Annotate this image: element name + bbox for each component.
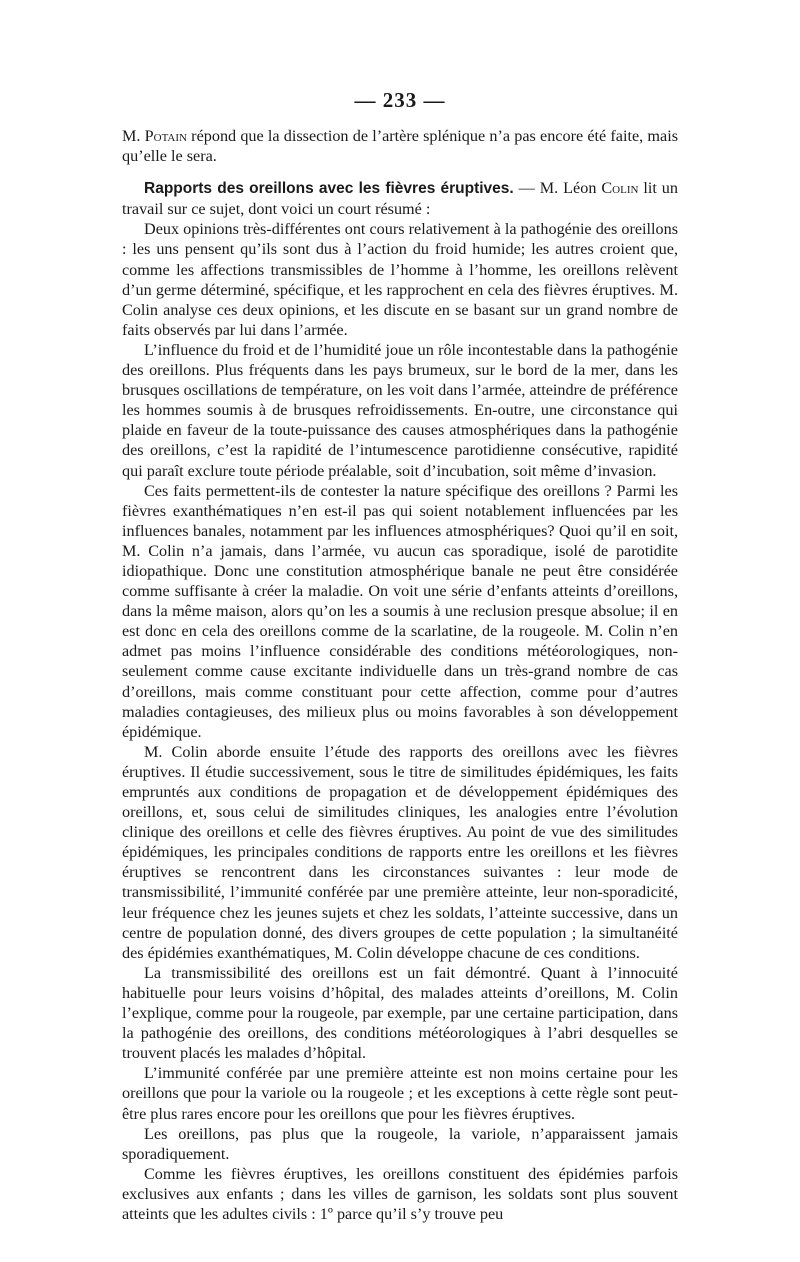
page-number: — 233 —: [354, 88, 446, 112]
section-heading-paragraph: [122, 178, 678, 219]
section-heading: Rapports des oreillons avec les fièvres éruptives.: [144, 180, 514, 198]
body-paragraph: Deux opinions très-différentes ont cours relativement à la pathogénie des oreillons : les uns pensent qu’ils sont dus à l’action du froid humide; les autres croient que, comme les affections transmissibles de l’homme à l’homme, les oreillons relèvent d’un germe déterminé, spécifique, et les rapprochent en cela des fièvres éruptives. M. Colin analyse ces deux opinions, et les discute en se basant sur un grand nombre de faits observés par lui dans l’armée.: [122, 220, 678, 339]
section-author: Colin: [601, 179, 639, 198]
document-page: [122, 88, 678, 1224]
opening-paragraph-text: répond que la dissection de l’artère splénique n’a pas encore été faite, mais qu’elle le sera.: [122, 127, 678, 166]
body-paragraph: Les oreillons, pas plus que la rougeole, la variole, n’apparaissent jamais sporadiquement.: [122, 1124, 678, 1163]
body-paragraph: Ces faits permettent-ils de contester la nature spécifique des oreillons ? Parmi les fièvres exanthématiques n’en est-il pas qui soient notablement influencées par les influences banales, notamment par les influences atmosphériques? Quoi qu’il en soit, M. Colin n’a jamais, dans l’armée, vu aucun cas sporadique, isolé de parotidite idiopathique. Donc une constitution atmosphérique banale ne peut être considérée comme suffisante à créer la maladie. On voit une série d’enfants atteints d’oreillons, dans la même maison, alors qu’on les a soumis à une reclusion presque absolue; il en est donc en cela des oreillons comme de la scarlatine, de la rougeole. M. Colin n’en admet pas moins l’influence considérable des conditions météorologiques, non-seulement comme cause excitante individuelle dans un très-grand nombre de cas d’oreillons, mais comme constituant pour cette affection, comme pour d’autres maladies contagieuses, des milieux plus ou moins favorables à son développement épidémique.: [122, 481, 678, 741]
body-paragraph: L’influence du froid et de l’humidité joue un rôle incontestable dans la pathogénie des oreillons. Plus fréquents dans les pays brumeux, sur le bord de la mer, dans les brusques oscillations de température, on les voit dans l’armée, atteindre de préférence les hommes soumis à de brusques refroidissements. En-outre, une circonstance qui plaide en faveur de la toute-puissance des causes atmosphériques dans la pathogénie des oreillons, c’est la rapidité de l’intumescence parotidienne consécutive, rapidité qui paraît exclure toute période préalable, soit d’incubation, soit même d’invasion.: [122, 340, 678, 480]
body-paragraph: L’immunité conférée par une première atteinte est non moins certaine pour les oreillons que pour la variole ou la rougeole ; et les exceptions à cette règle sont peut-être plus rares encore pour les oreillons que pour les fièvres éruptives.: [122, 1064, 678, 1123]
body-paragraph: La transmissibilité des oreillons est un fait démontré. Quant à l’innocuité habituelle pour leurs voisins d’hôpital, des malades atteints d’oreillons, M. Colin l’explique, comme pour la rougeole, par exemple, par une certaine participation, dans la pathogénie des oreillons, des conditions météorologiques à l’abri desquelles se trouvent placés les malades d’hôpital.: [122, 963, 678, 1063]
section-intro: lit un travail sur ce sujet, dont voici un court résumé :: [122, 179, 678, 219]
opening-paragraph: [122, 126, 678, 166]
body-paragraph: M. Colin aborde ensuite l’étude des rapports des oreillons avec les fièvres éruptives. Il étudie successivement, sous le titre de similitudes épidémiques, les faits empruntés aux conditions de propagation et de développement épidémiques des oreillons, et, sous celui de similitudes cliniques, les analogies entre l’évolution clinique des oreillons et celle des fièvres éruptives. Au point de vue des similitudes épidémiques, les principales conditions de rapports entre les oreillons et les fièvres éruptives se rencontrent dans les circonstances suivantes : leur mode de transmissibilité, l’immunité conférée par une première atteinte, leur non-sporadicité, leur fréquence chez les jeunes sujets et chez les soldats, l’atteinte successive, dans un centre de population donné, des divers groupes de cette population ; la simultanéité des épidémies exanthématiques, M. Colin développe chacune de ces conditions.: [122, 742, 678, 962]
body-paragraph: Comme les fièvres éruptives, les oreillons constituent des épidémies parfois exclusives aux enfants ; dans les villes de garnison, les soldats sont plus souvent atteints que les adultes civils : 1º parce qu’il s’y trouve peu: [122, 1164, 678, 1223]
speaker-name: M. Potain: [122, 127, 187, 145]
section-dash: — M. Léon: [513, 179, 602, 198]
